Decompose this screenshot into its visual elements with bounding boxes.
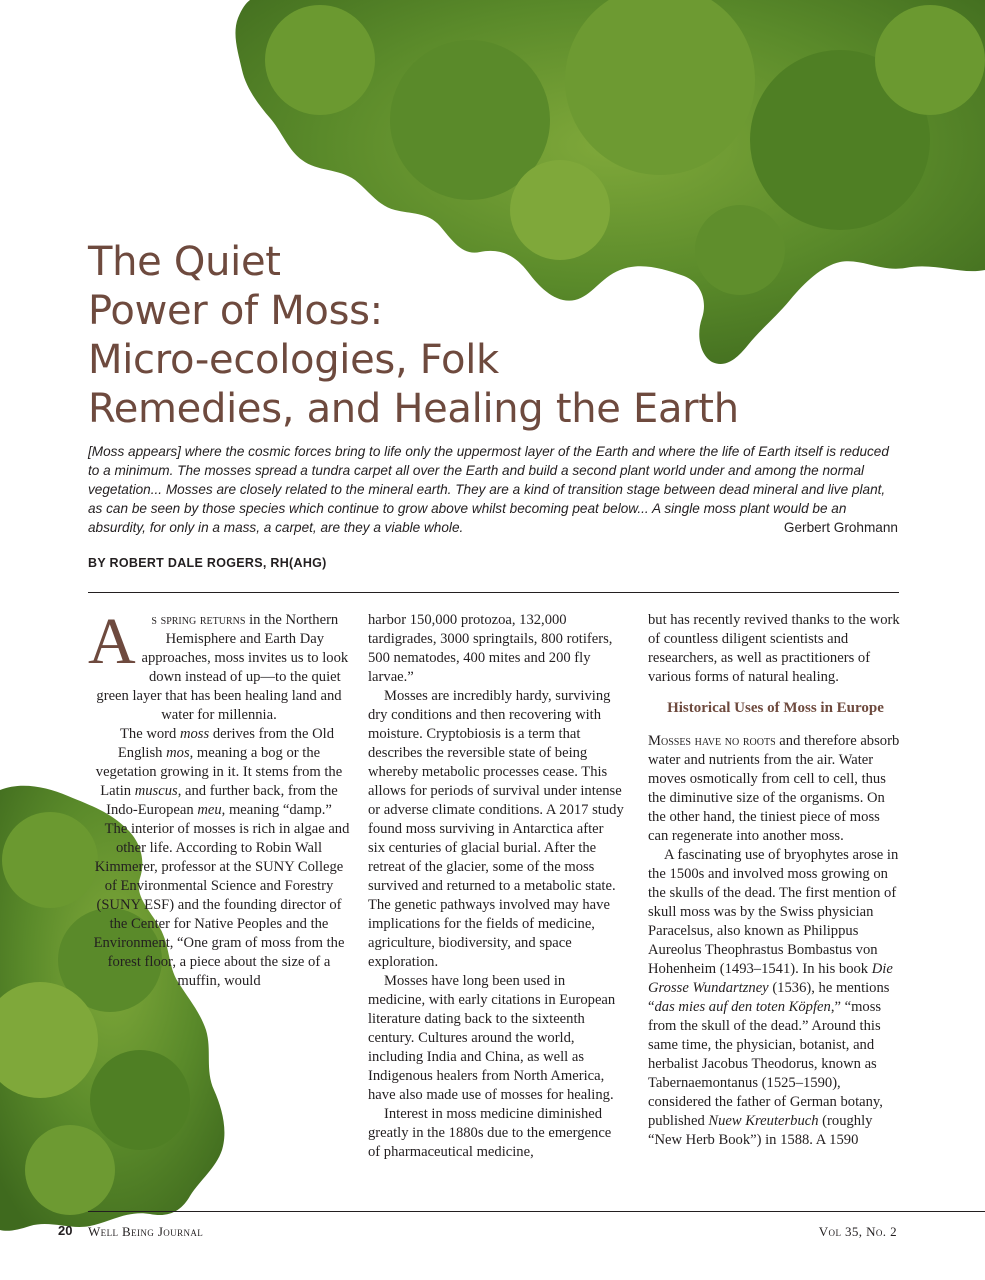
section-heading: Historical Uses of Moss in Europe	[667, 700, 884, 716]
drop-cap: A	[88, 611, 136, 678]
epigraph-attribution: Gerbert Grohmann	[783, 520, 898, 535]
article-title	[88, 238, 739, 434]
paragraph	[648, 846, 903, 1150]
paragraph: Mosses are incredibly hardy, surviving dry conditions and then recovering with moisture. Cryptobiosis is a term that describes the reversible state of being whereby metabolic processes cease. This allows for periods of survival under intense or adverse climate conditions. A 2017 study found moss surviving in Antarctica after six centuries of glacial burial. After the retreat of the glacier, some of the moss survived and returned to a metabolic state. The genetic pathways involved may have implications for the fields of medicine, agriculture, biodiversity, and space exploration.	[368, 688, 624, 970]
paragraph	[88, 725, 350, 820]
title-line: Micro-ecologies, Folk	[88, 337, 499, 383]
text: ,” “moss from the skull of the dead.” Around this same time, the physician, botanist, and herbalist Jacobus Theodorus, known as Tabernaemontanus (1525–1590), considered the father of German botany, published	[648, 999, 883, 1129]
book-title: Nuew Kreuterbuch	[708, 1113, 819, 1129]
text: , and further back, from the Indo-European	[106, 783, 338, 818]
lead-in: Mosses have no roots	[648, 733, 776, 749]
column-2	[368, 611, 624, 1206]
epigraph	[88, 442, 898, 537]
paragraph: harbor 150,000 protozoa, 132,000 tardigrades, 3000 springtails, 800 rotifers, 500 nematodes, 400 mites and 200 fly larvae.”	[368, 612, 613, 685]
header-divider	[88, 592, 899, 593]
italic-term: muscus	[134, 783, 178, 799]
page-number: 20	[58, 1223, 73, 1238]
text: in the Northern Hemisphere and Earth Day approaches, moss invites us to look down instead of up—to the quiet green layer that has been healing land and water for millennia.	[96, 612, 349, 723]
text: , meaning “damp.”	[221, 802, 332, 818]
column-1	[88, 611, 350, 1206]
text: A fascinating use of bryophytes arose in the 1500s and involved moss growing on the skulls of the dead. The first mention of skull moss was by the Swiss physician Paracelsus, also known as Philippus Aureolus Theophrastus Bombastus von Hohenheim (1493–1541). In his book	[648, 847, 899, 977]
text: and therefore absorb water and nutrients from the air. Water moves osmotically from cell to cell, thus the diminutive size of the organisms. On the other hand, the tiniest piece of moss can regenerate into another moss.	[648, 733, 900, 844]
italic-term: mos	[166, 745, 190, 761]
title-line: Power of Moss:	[88, 288, 383, 334]
lead-in: s spring returns	[151, 612, 246, 628]
paragraph	[648, 732, 903, 846]
title-line: Remedies, and Healing the Earth	[88, 386, 739, 432]
italic-term: moss	[179, 726, 210, 742]
title-line: The Quiet	[88, 239, 281, 285]
paragraph	[88, 611, 350, 725]
italic-quote: das mies auf den toten Köpfen	[654, 999, 831, 1015]
text: (1536), he mentions “	[648, 980, 890, 1015]
column-3	[648, 611, 903, 1206]
paragraph: The interior of mosses is rich in algae and other life. According to Robin Wall Kimmerer, professor at the SUNY College of Environmental Science and Forestry (SUNY ESF) and the founding director of the Center for Native Peoples and the Environment, “One gram of moss from the forest floor, a piece about the size of a muffin, would	[93, 821, 350, 989]
text: , meaning a bog or the vegetation growing in it. It stems from the Latin	[95, 745, 343, 799]
paragraph: Mosses have long been used in medicine, with early citations in European literature dating back to the sixteenth century. Cultures around the world, including India and China, as well as Indigenous healers from North America, have also made use of mosses for healing.	[368, 973, 616, 1103]
journal-name: Well Being Journal	[88, 1224, 204, 1239]
epigraph-text: [Moss appears] where the cosmic forces bring to life only the uppermost layer of the Earth and where the life of Earth itself is reduced to a minimum. The mosses spread a tundra carpet all over the Earth and build a second plant world under and among the normal vegetation... Mosses are closely related to the mineral earth. They are a kind of transition stage between dead mineral and live plant, as can be seen by those species which continue to grow above whilst becoming peat below... A single moss plant would be an absurdity, for only in a mass, a carpet, are they a viable whole.	[88, 444, 889, 535]
paragraph: but has recently revived thanks to the work of countless diligent scientists and researchers, as well as practitioners of various forms of natural healing.	[648, 612, 900, 685]
paragraph: Interest in moss medicine diminished greatly in the 1880s due to the emergence of pharmaceutical medicine,	[368, 1106, 612, 1160]
byline: BY ROBERT DALE ROGERS, RH(AHG)	[88, 556, 327, 570]
text: derives from the Old English	[117, 726, 334, 761]
text: (roughly “New Herb Book”) in 1588. A 1590	[648, 1113, 873, 1148]
book-title: Die Grosse Wundartzney	[648, 961, 893, 996]
volume-issue: Vol 35, No. 2	[818, 1224, 897, 1239]
italic-term: meu	[197, 802, 222, 818]
footer-divider	[88, 1211, 985, 1212]
text: The word	[119, 726, 180, 742]
